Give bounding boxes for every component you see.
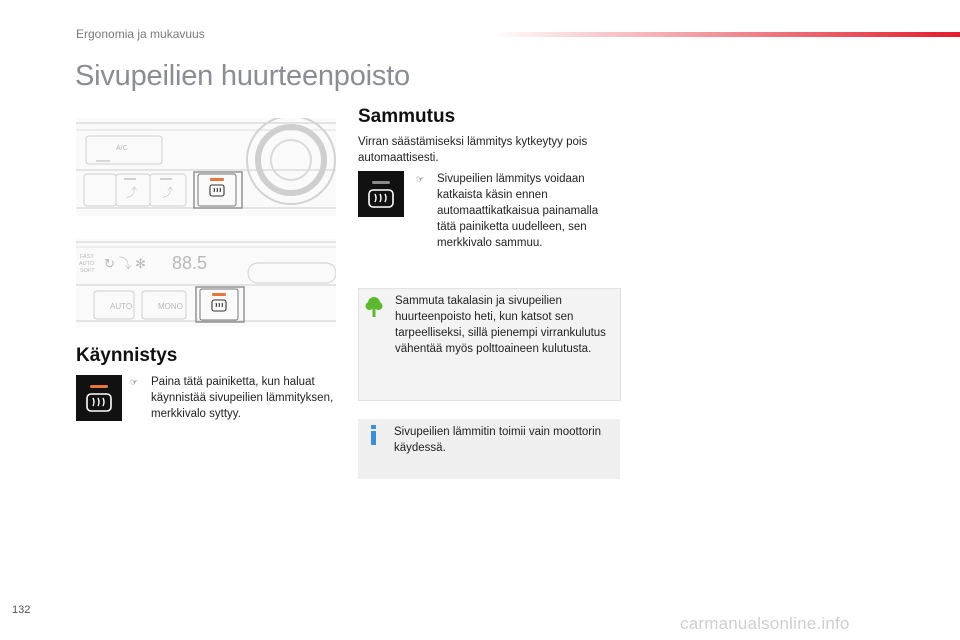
svg-text:⤴: ⤴ <box>126 187 137 199</box>
bullet-arrow-icon: ☞ <box>130 377 139 387</box>
svg-text:FAST: FAST <box>80 254 94 260</box>
eco-tip-text: Sammuta takalasin ja sivupeilien huurteenpoisto heti, kun katsot sen tarpeelliseksi, sillä pienempi virrankulutus vähentää myös polttoaineen kulutusta. <box>395 295 606 355</box>
watermark: carmanualsonline.info <box>680 614 850 633</box>
svg-text:⤴: ⤴ <box>162 187 173 199</box>
info-note-text: Sivupeilien lämmitin toimii vain moottorin käydessä. <box>394 426 602 454</box>
start-instruction: ☞ Paina tätä painiketta, kun haluat käynnistää sivupeilien lämmityksen, merkkivalo syttyy. <box>130 376 334 420</box>
svg-text:AUTO: AUTO <box>79 261 95 267</box>
header-accent-bar <box>490 32 960 37</box>
eco-tree-icon <box>365 296 383 318</box>
temperature-display: 88.5 <box>172 253 208 273</box>
page-number: 132 <box>12 604 31 616</box>
info-icon <box>368 425 380 445</box>
control-panel-bottom-illustration <box>76 239 336 327</box>
ac-label: A/C <box>116 145 128 152</box>
indicator-led-on <box>90 385 108 388</box>
svg-text:↻ ⤵ ✻: ↻ ⤵ ✻ <box>104 256 147 271</box>
control-panel-top-illustration <box>76 118 336 216</box>
mono-label: MONO <box>158 302 183 311</box>
svg-text:SOFT: SOFT <box>80 268 95 274</box>
page-title: Sivupeilien huurteenpoisto <box>75 60 410 92</box>
info-note-box <box>358 419 620 479</box>
start-heading: Käynnistys <box>76 345 178 366</box>
auto-label: AUTO <box>110 302 133 311</box>
stop-heading: Sammutus <box>358 106 456 127</box>
mirror-heat-icon <box>85 393 113 413</box>
stop-intro: Virran säästämiseksi lämmitys kytkeytyy pois automaattisesti. <box>358 136 588 164</box>
defrost-button-off-icon <box>358 171 404 217</box>
section-label: Ergonomia ja mukavuus <box>76 27 205 41</box>
stop-instruction: ☞ Sivupeilien lämmitys voidaan katkaista käsin ennen automaattikatkaisua painamalla tätä painiketta uudelleen, sen merkkivalo sammuu. <box>416 173 599 249</box>
indicator-led-off <box>372 181 390 184</box>
eco-tip-box <box>358 288 621 401</box>
mirror-heat-icon-off <box>367 189 395 209</box>
defrost-button-on-icon <box>76 375 122 421</box>
bullet-arrow-icon: ☞ <box>416 174 425 184</box>
